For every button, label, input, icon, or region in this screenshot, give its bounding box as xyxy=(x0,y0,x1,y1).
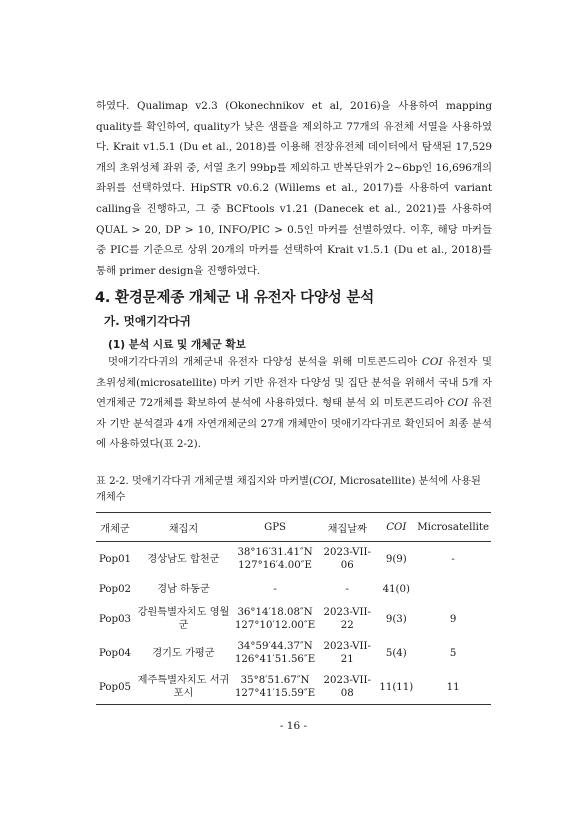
gps-lon: 127°16′4.00″E xyxy=(238,560,312,571)
body-paragraph-2 xyxy=(96,352,492,455)
gps-lat: - xyxy=(273,583,277,595)
cell-site: 강원특별자치도 영월군 xyxy=(137,607,230,631)
cell-pop: Pop02 xyxy=(98,583,132,595)
cell-date: 2023-VII-08 xyxy=(317,670,377,705)
cell-pop: Pop01 xyxy=(98,553,132,565)
cell-date: 2023-VII-06 xyxy=(323,547,371,571)
cell-site: 제주특별자치도 서귀포시 xyxy=(134,670,233,705)
table-header-row xyxy=(96,513,491,542)
cell-micro: 5 xyxy=(449,647,457,659)
caption-text-a: 표 2-2. 멋애기각다귀 개체군별 채집지와 마커별( xyxy=(96,476,313,487)
subsection-heading: 가. 멋애기각다귀 xyxy=(104,314,191,328)
cell-pop: Pop04 xyxy=(98,647,132,659)
table-row xyxy=(96,542,491,577)
para2-text-a: 멋애기각다귀의 개체군내 유전자 다양성 분석을 위해 미토콘드리아 xyxy=(108,356,422,368)
cell-micro: - xyxy=(451,553,455,565)
header-site: 채집지 xyxy=(134,513,233,542)
population-table xyxy=(96,512,491,705)
cell-coi: 5(4) xyxy=(385,647,407,659)
cell-gps xyxy=(233,602,317,636)
cell-gps xyxy=(233,542,317,577)
table-row xyxy=(96,576,491,602)
cell-site: 경상남도 합천군 xyxy=(147,553,220,565)
header-micro: Microsatellite xyxy=(415,513,491,542)
cell-gps xyxy=(233,670,317,705)
section-heading: 4. 환경문제종 개체군 내 유전자 다양성 분석 xyxy=(95,290,375,306)
cell-gps xyxy=(233,576,317,602)
gps-lon: 127°10′12.00″E xyxy=(234,620,316,631)
para2-coi-2: COI xyxy=(447,397,469,410)
gps-lat: 38°16′31.41″N xyxy=(237,547,313,558)
cell-micro xyxy=(415,576,491,602)
cell-gps xyxy=(233,636,317,670)
gps-lat: 34°59′44.37″N xyxy=(237,641,313,652)
header-coi: COI xyxy=(377,513,415,542)
gps-lon: 126°41′51.56″E xyxy=(234,654,316,665)
caption-text-b: , Microsatellite) 분석에 사용된 개체수 xyxy=(96,476,481,503)
gps-lat: 35°8′51.67″N xyxy=(240,675,310,686)
cell-date: 2023-VII-21 xyxy=(323,641,371,665)
cell-site: 경기도 가평군 xyxy=(152,647,215,659)
gps-lon: 127°41′15.59″E xyxy=(234,688,316,699)
cell-coi: 41(0) xyxy=(382,583,410,595)
cell-coi: 9(9) xyxy=(385,553,407,565)
cell-coi: 9(3) xyxy=(385,613,407,625)
header-date: 채집날짜 xyxy=(317,513,377,542)
cell-date: 2023-VII-22 xyxy=(323,607,371,631)
table-caption xyxy=(96,474,492,506)
caption-coi: COI xyxy=(312,476,334,487)
cell-micro: 9 xyxy=(449,613,457,625)
subsubsection-heading: (1) 분석 시료 및 개체군 확보 xyxy=(108,339,246,351)
cell-coi: 11(11) xyxy=(377,670,415,705)
table-row xyxy=(96,670,491,705)
cell-date: - xyxy=(345,583,349,595)
table-row xyxy=(96,602,491,636)
header-gps: GPS xyxy=(233,513,317,542)
body-paragraph-1: 하였다. Qualimap v2.3 (Okonechnikov et al, 2016)을 사용하여 mapping quality를 확인하여, quality가 낮은 샘플을 제외하고 77개의 유전체 서열을 사용하였다. Krait v1.5.1 (Du et al., 2018)를 이용해 전장유전체 데이터에서 탐색된 17,529개의 초위성체 좌위 중, 서열 초기 99bp를 제외하고 반복단위가 2~6bp인 16,696개의 좌위를 선택하였다. HipSTR v0.6.2 (Willems et al., 2017)를 사용하여 variant calling을 진행하고, 그 중 BCFtools v1.21 (Danecek et al., 2021)를 사용하여 QUAL > 20, DP > 10, INFO/PIC > 0.5인 마커를 선별하였다. 이후, 해당 마커들 중 PIC를 기준으로 상위 20개의 마커를 선택하여 Krait v1.5.1 (Du et al., 2018)를 통해 primer design을 진행하였다. xyxy=(96,100,492,277)
para2-text-c: 유전자 기반 분석결과 4개 자연개체군의 27개 개체만이 멋애기각다귀로 확인되어 최종 분석에 사용하였다(표 2-2). xyxy=(96,397,492,451)
cell-micro: 11 xyxy=(415,670,491,705)
para2-coi-1: COI xyxy=(421,356,443,368)
header-pop: 개체군 xyxy=(96,513,134,542)
table-row xyxy=(96,636,491,670)
cell-pop: Pop05 xyxy=(96,670,134,705)
cell-pop: Pop03 xyxy=(98,613,132,625)
page-number: - 16 - xyxy=(279,720,308,732)
gps-lat: 36°14′18.08″N xyxy=(237,607,313,618)
cell-site: 경남 하동군 xyxy=(157,583,210,595)
para2-text-b: 유전자 및 초위성체(microsatellite) 마커 기반 유전자 다양성 및 집단 분석을 위해서 국내 5개 자연개체군 72개체를 확보하여 분석에 사용하였다. 형태 분석 외 미토콘드리아 xyxy=(96,356,492,410)
